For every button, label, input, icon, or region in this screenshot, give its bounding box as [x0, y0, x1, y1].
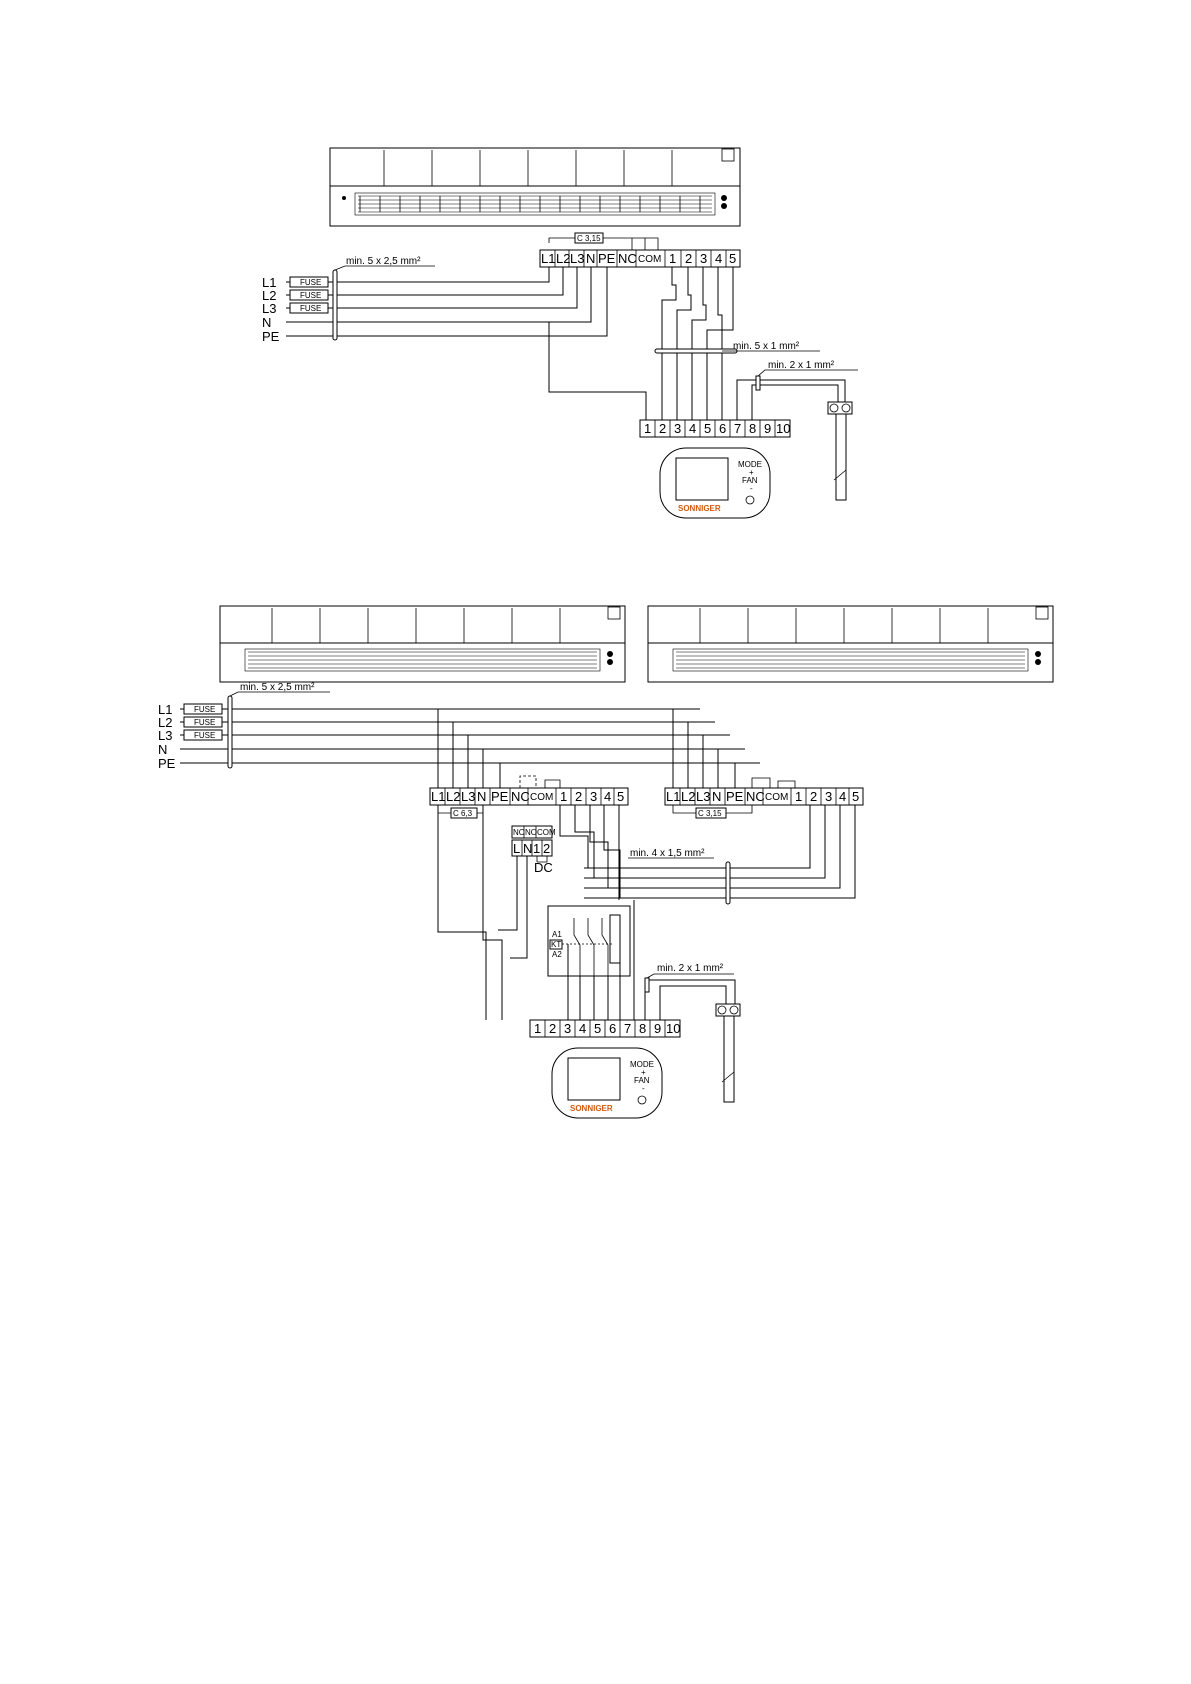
controller-minus-label: -: [642, 1084, 645, 1093]
relay-L: L: [513, 841, 521, 856]
controller-minus-label: -: [750, 484, 753, 493]
terminal-PE: PE: [598, 251, 616, 266]
terminal-L1: L1: [431, 789, 446, 804]
ctrl-terminal-9: 9: [764, 421, 772, 436]
terminal-3: 3: [700, 251, 708, 266]
controller-plus-label: +: [749, 468, 754, 477]
terminal-2: 2: [810, 789, 818, 804]
supply-cable-label: min. 5 x 2,5 mm²: [240, 682, 315, 693]
terminal-L3: L3: [461, 789, 476, 804]
fuse-label: FUSE: [300, 278, 322, 287]
phase-label-L2: L2: [262, 288, 277, 303]
fuse-label: FUSE: [194, 731, 216, 740]
terminal-5: 5: [617, 789, 625, 804]
air-curtain-unit-b: [648, 606, 1053, 682]
supply-cable-label: min. 5 x 2,5 mm²: [346, 256, 421, 267]
terminal-L2: L2: [556, 251, 571, 266]
terminal-PE: PE: [726, 789, 744, 804]
terminal-COM: COM: [638, 254, 662, 265]
sensor-cable-label: min. 2 x 1 mm²: [768, 360, 835, 371]
terminal-L3: L3: [570, 251, 585, 266]
fuse-label: FUSE: [194, 705, 216, 714]
controller-terminal-block: [640, 420, 790, 437]
ctrl-terminal-10: 10: [666, 1021, 681, 1036]
terminal-COM: COM: [765, 792, 789, 803]
terminal-1: 1: [669, 251, 677, 266]
controller-brand-logo: SONNIGER: [678, 504, 721, 513]
terminal-4: 4: [839, 789, 847, 804]
wall-controller: [660, 448, 770, 518]
phase-label-L1: L1: [158, 702, 173, 717]
ctrl-terminal-2: 2: [549, 1021, 557, 1036]
controller-mode-label: MODE: [630, 1060, 654, 1069]
unit-a-breaker-label: C 6,3: [453, 809, 473, 818]
phase-label-N: N: [158, 742, 168, 757]
wall-controller: [552, 1048, 662, 1118]
temperature-sensor: [828, 402, 852, 500]
ctrl-terminal-6: 6: [609, 1021, 617, 1036]
supply-cable-sleeve: [228, 696, 232, 768]
terminal-3: 3: [825, 789, 833, 804]
relay-N: N: [523, 841, 533, 856]
phase-label-PE: PE: [262, 329, 280, 344]
controller-plus-label: +: [641, 1068, 646, 1077]
controller-brand-logo: SONNIGER: [570, 1104, 613, 1113]
ctrl-terminal-5: 5: [704, 421, 712, 436]
terminal-N: N: [477, 789, 487, 804]
relay-top-NC: NC: [513, 828, 525, 837]
unit-b-terminal-block: [665, 788, 863, 805]
ctrl-terminal-4: 4: [689, 421, 697, 436]
ctrl-terminal-6: 6: [719, 421, 727, 436]
fuse-label: FUSE: [300, 291, 322, 300]
supply-cable-sleeve: [333, 270, 337, 340]
contactor: [548, 906, 630, 976]
terminal-COM: COM: [530, 792, 554, 803]
terminal-1: 1: [795, 789, 803, 804]
phase-label-L3: L3: [262, 301, 277, 316]
terminal-NC: NC: [746, 789, 765, 804]
terminal-5: 5: [729, 251, 737, 266]
terminal-NC: NC: [618, 251, 637, 266]
terminal-PE: PE: [491, 789, 509, 804]
control-cable-label: min. 4 x 1,5 mm²: [630, 848, 705, 859]
terminal-5: 5: [852, 789, 860, 804]
ctrl-terminal-4: 4: [579, 1021, 587, 1036]
relay-2: 2: [543, 841, 551, 856]
phase-label-L1: L1: [262, 275, 277, 290]
ctrl-terminal-5: 5: [594, 1021, 602, 1036]
phase-label-L3: L3: [158, 728, 173, 743]
ctrl-terminal-1: 1: [534, 1021, 542, 1036]
phase-label-L2: L2: [158, 715, 173, 730]
control-cable-sleeve: [726, 862, 730, 904]
breaker-label: C 3,15: [577, 234, 601, 243]
air-curtain-unit: [330, 148, 740, 226]
relay-1: 1: [533, 841, 541, 856]
controller-fan-label: FAN: [742, 476, 758, 485]
air-curtain-unit-a: [220, 606, 625, 682]
sensor-cable-label: min. 2 x 1 mm²: [657, 963, 724, 974]
contactor-A2: A2: [552, 950, 562, 959]
terminal-L2: L2: [681, 789, 696, 804]
terminal-L3: L3: [696, 789, 711, 804]
unit-a-terminal-block: [430, 788, 628, 805]
ctrl-terminal-8: 8: [749, 421, 757, 436]
terminal-L1: L1: [666, 789, 681, 804]
fuse-label: FUSE: [194, 718, 216, 727]
terminal-L1: L1: [541, 251, 556, 266]
relay-module: [512, 826, 556, 875]
terminal-L2: L2: [446, 789, 461, 804]
controller-fan-label: FAN: [634, 1076, 650, 1085]
unit-terminal-block: [540, 250, 740, 267]
phase-label-N: N: [262, 315, 272, 330]
terminal-N: N: [712, 789, 722, 804]
terminal-2: 2: [575, 789, 583, 804]
unit-b-breaker-label: C 3,15: [698, 809, 722, 818]
relay-label: DC: [534, 860, 553, 875]
ctrl-terminal-9: 9: [654, 1021, 662, 1036]
relay-top-NO: NO: [525, 828, 537, 837]
ctrl-terminal-3: 3: [674, 421, 682, 436]
terminal-1: 1: [560, 789, 568, 804]
ctrl-terminal-2: 2: [659, 421, 667, 436]
phase-label-PE: PE: [158, 756, 176, 771]
ctrl-terminal-3: 3: [564, 1021, 572, 1036]
controller-mode-label: MODE: [738, 460, 762, 469]
diagram-2: [158, 606, 1053, 1118]
contactor-KT: KT: [551, 940, 562, 949]
ctrl-terminal-7: 7: [624, 1021, 632, 1036]
terminal-N: N: [586, 251, 596, 266]
terminal-3: 3: [590, 789, 598, 804]
terminal-2: 2: [685, 251, 693, 266]
terminal-4: 4: [715, 251, 723, 266]
control-cable-label: min. 5 x 1 mm²: [733, 341, 800, 352]
sensor-cable-sleeve: [645, 978, 649, 992]
sensor-cable-sleeve: [756, 376, 760, 390]
ctrl-terminal-8: 8: [639, 1021, 647, 1036]
ctrl-terminal-1: 1: [644, 421, 652, 436]
terminal-4: 4: [604, 789, 612, 804]
ctrl-terminal-10: 10: [776, 421, 791, 436]
temperature-sensor: [716, 1004, 740, 1102]
diagram-1: [262, 148, 858, 518]
terminal-NC: NC: [511, 789, 530, 804]
ctrl-terminal-7: 7: [734, 421, 742, 436]
controller-terminal-block: [530, 1020, 680, 1037]
contactor-A1: A1: [552, 930, 562, 939]
fuse-label: FUSE: [300, 304, 322, 313]
relay-top-COM: COM: [537, 828, 556, 837]
